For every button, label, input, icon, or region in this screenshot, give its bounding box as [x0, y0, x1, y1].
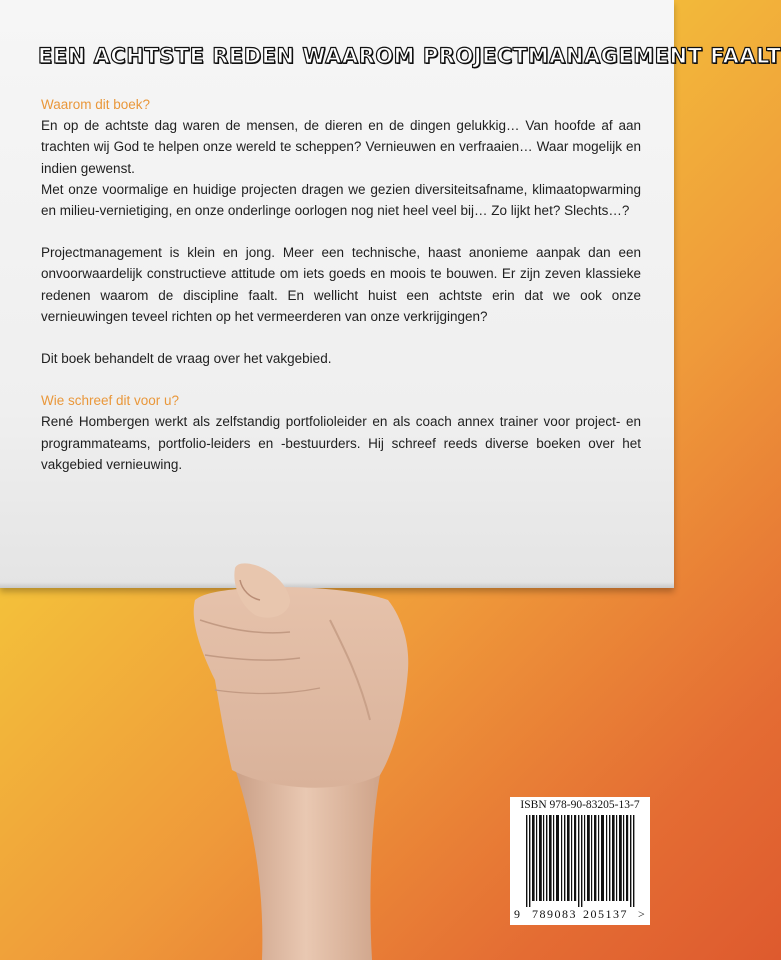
barcode [510, 797, 650, 925]
author-heading: Wie schreef dit voor u? [41, 393, 180, 409]
barcode-digit-first: 9 [514, 907, 520, 921]
author-paragraph: René Hombergen werkt als zelfstandig portfolioleider en als coach annex trainer voor project- en programmateams, portfolio-leiders en -bestuurders. Hij schreef reeds diverse boeken over het vakgebied vernieuwing. [41, 414, 641, 472]
back-cover-text [41, 94, 641, 475]
isbn-label: ISBN 978-90-83205-13-7 [520, 799, 640, 811]
why-heading: Waarom dit boek? [41, 97, 151, 112]
barcode-digits-right: 205137 [583, 907, 628, 921]
barcode-quiet-mark: > [638, 907, 645, 921]
why-paragraph-3: Projectmanagement is klein en jong. Meer een technische, haast anonieme aanpak dan een onvoorwaardelijk constructieve attitude om iets goeds en moois te bouwen. Er zijn zeven klassieke redenen waarom de discipline faalt. En wellicht huist een achtste erin dat we ook onze vernieuwingen teveel richten op het vermeerderen van onze verkrijgingen? [41, 245, 641, 324]
barcode-digits-left: 789083 [532, 907, 577, 921]
why-paragraph-4: Dit boek behandelt de vraag over het vakgebied. [41, 351, 332, 367]
book-title: EEN ACHTSTE REDEN WAAROM PROJECTMANAGEMENT FAALT [38, 44, 781, 68]
why-paragraph-2: Met onze voormalige en huidige projecten dragen we gezien diversiteitsafname, klimaatopwarming en milieu-vernietiging, en onze onderlinge oorlogen nog niet heel veel bij… Zo lijkt het? Slechts…? [41, 181, 641, 219]
why-paragraph-1: En op de achtste dag waren de mensen, de dieren en de dingen gelukkig… Van hoofde af aan trachten wij God te helpen onze wereld te scheppen? Vernieuwen en verfraaien… Waar mogelijk en indien gewenst. [41, 118, 641, 176]
barcode-bars [522, 815, 642, 907]
